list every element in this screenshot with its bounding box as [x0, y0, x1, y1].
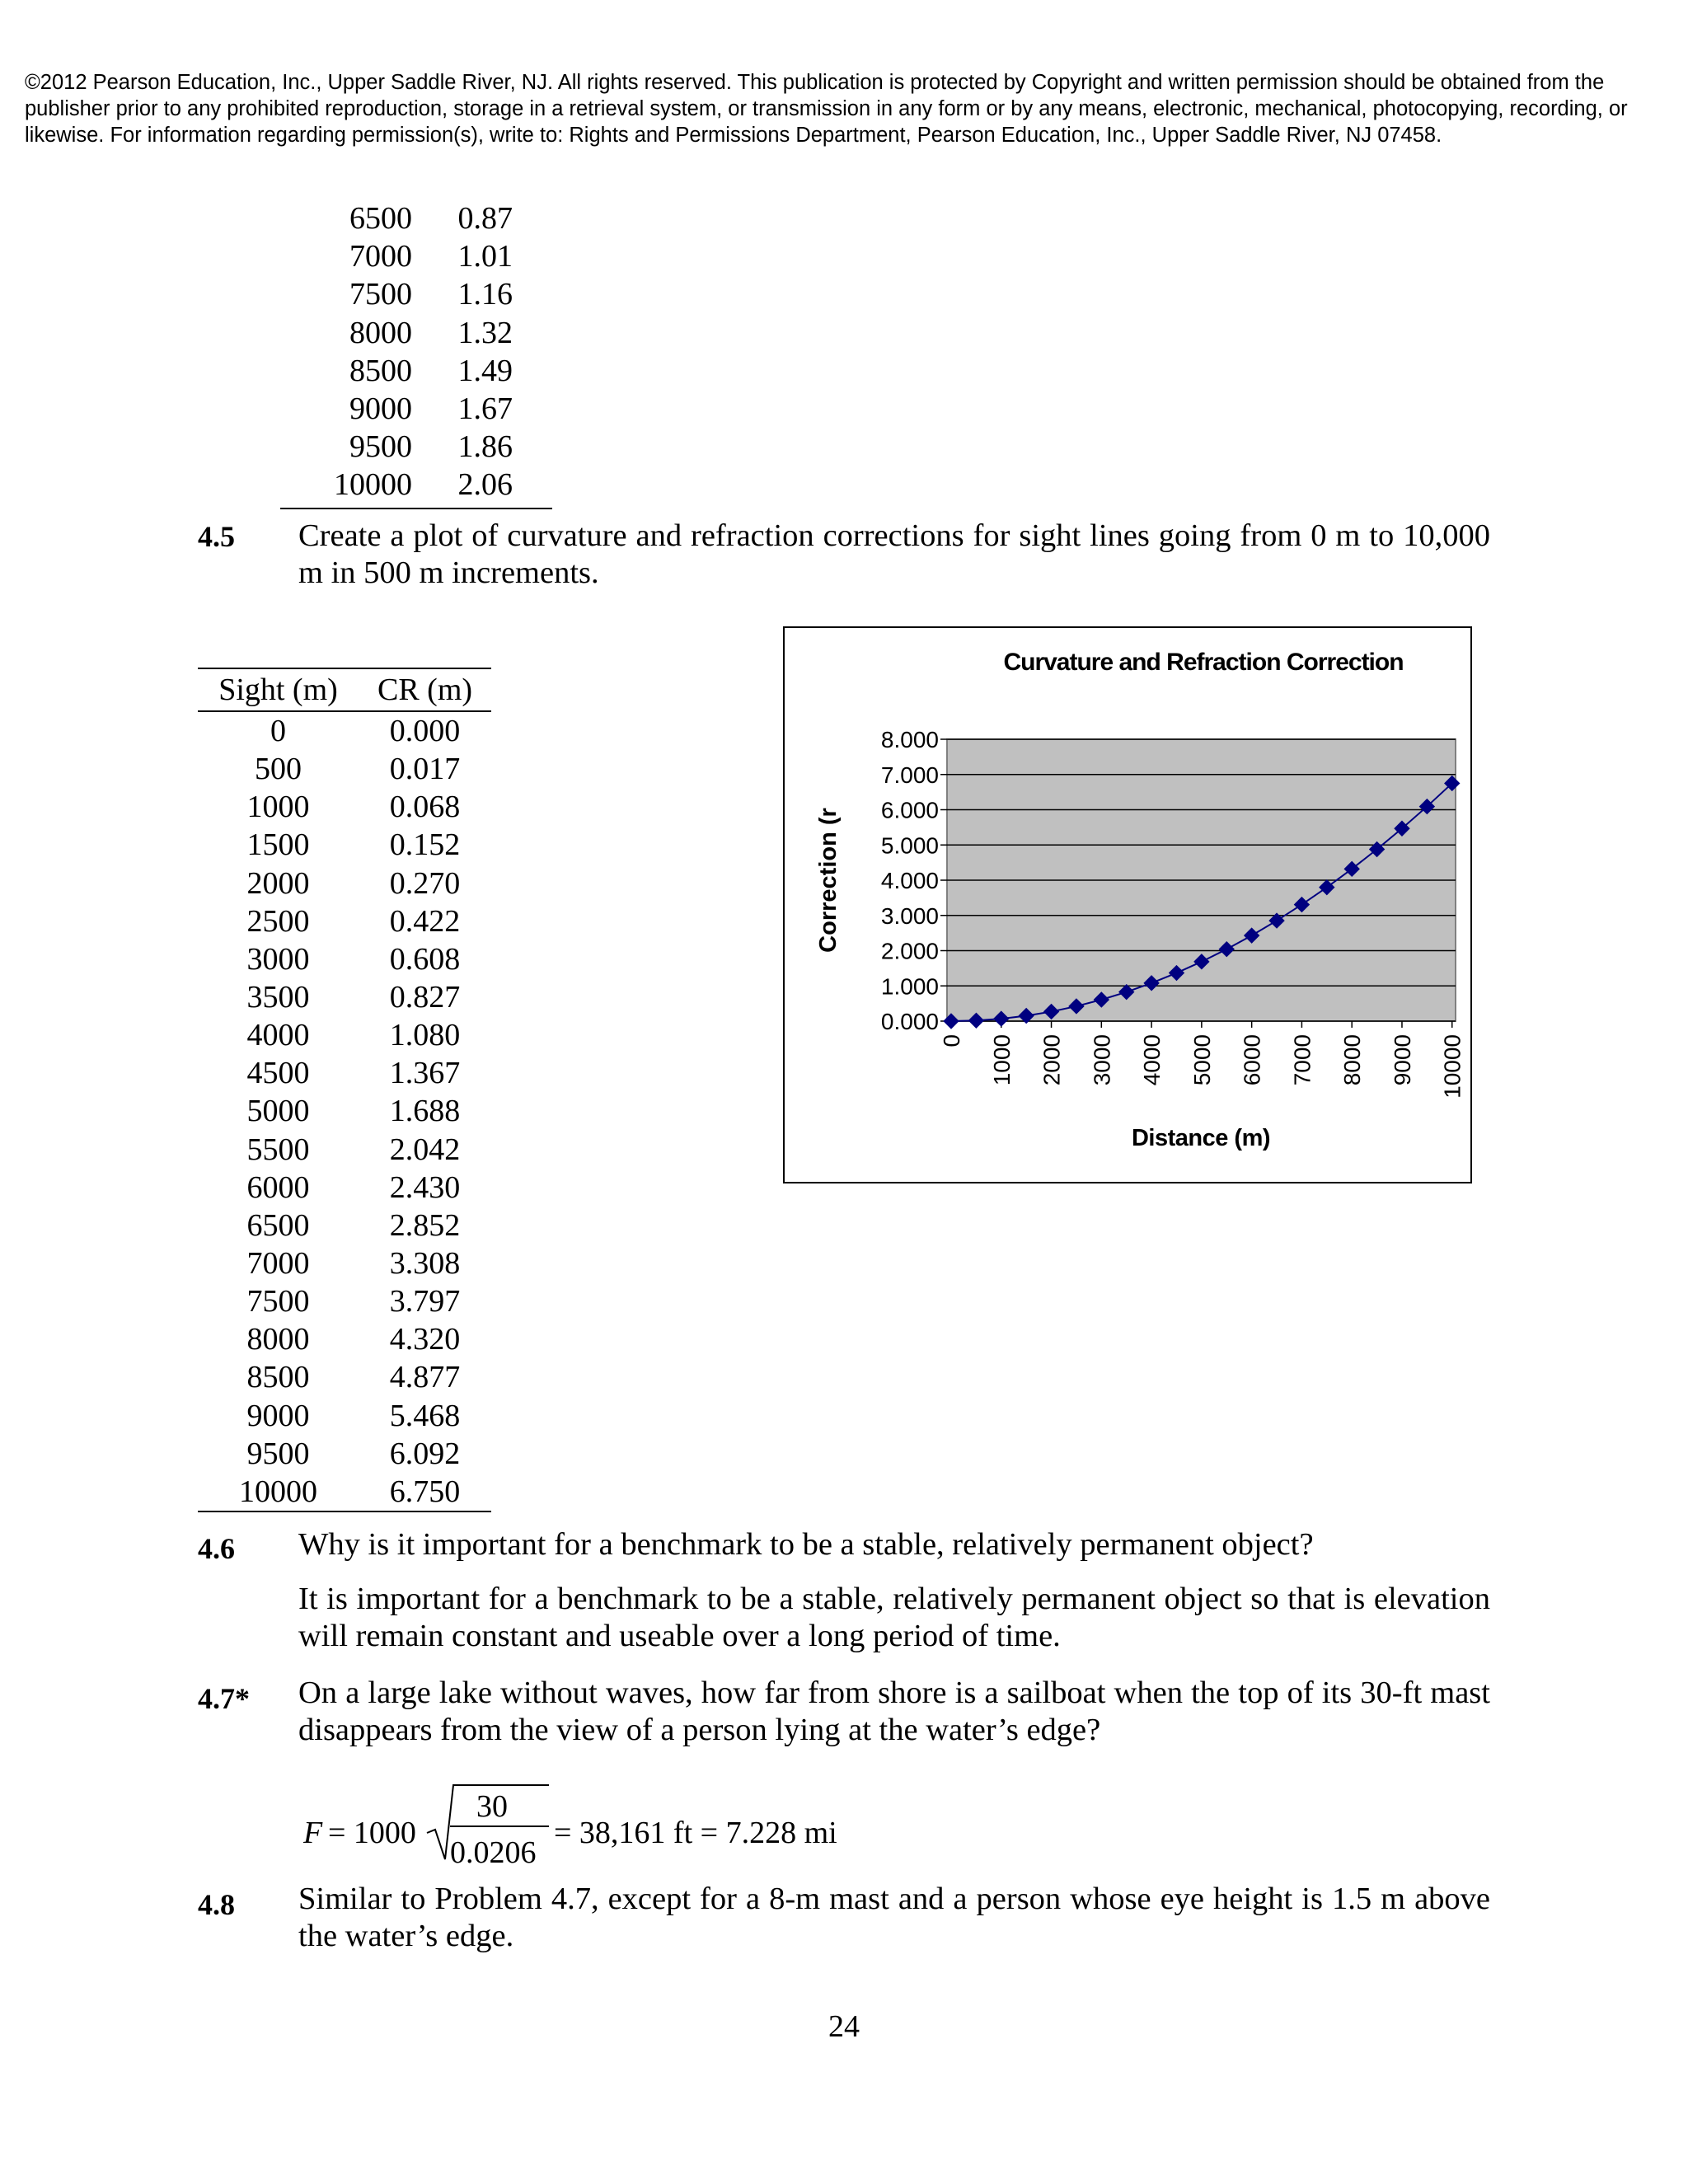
formula-rhs: = 38,161 ft = 7.228 mi: [554, 1816, 837, 1850]
x-tick-label: 2000: [1039, 1034, 1065, 1086]
chart-title: Curvature and Refraction Correction: [1003, 649, 1404, 676]
formula-coef: = 1000: [328, 1816, 416, 1850]
problem-4-5-number: 4.5: [198, 520, 235, 553]
x-tick-label: 8000: [1339, 1034, 1366, 1086]
cell-sight: 3000: [246, 941, 310, 977]
cell-distance: 10000: [334, 467, 412, 503]
cell-sight: 8000: [246, 1322, 310, 1357]
problem-4-6-answer: It is important for a benchmark to be a stable, relatively permanent object so that is elevation will remain constant and useable over a long period of time.: [298, 1582, 1490, 1653]
cell-correction: 1.49: [457, 353, 513, 388]
x-tick-label: 5000: [1189, 1034, 1215, 1086]
cell-sight: 0: [270, 714, 286, 748]
cell-distance: 6500: [349, 201, 412, 236]
cell-cr: 1.688: [389, 1094, 461, 1129]
cell-sight: 8500: [246, 1360, 310, 1395]
table-row: [280, 352, 552, 390]
table-row: [280, 275, 552, 313]
problem-4-7-number: 4.7*: [198, 1682, 250, 1715]
y-tick-label: 1.000: [880, 973, 939, 1000]
x-tick-label: 9000: [1389, 1034, 1415, 1086]
cell-cr: 5.468: [389, 1398, 461, 1433]
formula-denominator: 0.0206: [450, 1835, 537, 1870]
cell-distance: 7000: [349, 239, 412, 274]
cell-correction: 1.86: [457, 429, 513, 465]
curvature-refraction-table: [198, 668, 491, 1512]
x-tick-label: 1000: [988, 1034, 1015, 1086]
cell-cr: 1.367: [389, 1056, 461, 1091]
y-tick-label: 0.000: [880, 1009, 939, 1034]
y-tick-label: 8.000: [880, 727, 939, 752]
cell-distance: 9500: [349, 429, 412, 465]
copyright-notice: ©2012 Pearson Education, Inc., Upper Saddle River, NJ. All rights reserved. This publication is protected by Copyright and written permission should be obtained from the publisher prior to any prohibited reproduction, storage in a retrieval system, or transmission in any form or by any means, electronic, mechanical, photocopying, recording, or likewise. For information regarding permission(s), write to: Rights and Permissions Department, Pearson Education, Inc., Upper Saddle River, NJ 07458.: [25, 71, 1628, 147]
problem-4-6-text: Why is it important for a benchmark to be a stable, relatively permanent object?: [298, 1527, 1314, 1562]
y-tick-label: 4.000: [880, 868, 939, 893]
table-row: [198, 1054, 491, 1092]
x-tick-label: 4000: [1139, 1034, 1165, 1086]
problem-4-6-number: 4.6: [198, 1532, 235, 1565]
cell-cr: 0.270: [389, 865, 461, 901]
table-row: [198, 712, 491, 750]
formula-numerator: 30: [476, 1789, 508, 1824]
table-row: [280, 314, 552, 352]
x-axis-label: Distance (m): [1131, 1125, 1271, 1151]
table-row: [198, 902, 491, 940]
problem-4-5-text: Create a plot of curvature and refraction corrections for sight lines going from 0 m to 10,000 m in 500 m increments.: [298, 518, 1490, 590]
table-row: [198, 1435, 491, 1473]
y-tick-label: 6.000: [880, 797, 939, 823]
table-row: [198, 1016, 491, 1054]
y-tick-label: 5.000: [880, 832, 939, 859]
cell-cr: 0.068: [389, 790, 461, 825]
table-row: [280, 237, 552, 275]
table-row: [198, 750, 491, 788]
cell-sight: 1000: [246, 790, 310, 825]
problem-4-8-number: 4.8: [198, 1888, 235, 1921]
cell-distance: 9000: [349, 391, 412, 426]
formula-lhs: F: [303, 1816, 323, 1850]
cell-cr: 4.877: [389, 1360, 461, 1395]
cell-correction: 0.87: [457, 201, 513, 236]
table-row: [198, 826, 491, 864]
x-tick-label: 0: [939, 1034, 964, 1047]
problem-4-8-text: Similar to Problem 4.7, except for a 8-m mast and a person whose eye height is 1.5 m above the water’s edge.: [298, 1882, 1490, 1953]
continued-table: [280, 199, 552, 504]
cell-sight: 6000: [246, 1169, 310, 1205]
table-row: [198, 1207, 491, 1244]
x-tick-label: 6000: [1239, 1034, 1265, 1086]
cell-correction: 1.01: [457, 239, 513, 274]
cell-distance: 8000: [349, 315, 412, 350]
cell-cr: 2.852: [389, 1207, 461, 1243]
problem-4-7-text: On a large lake without waves, how far from shore is a sailboat when the top of its 30-ft mast disappears from the view of a person lying at the water’s edge?: [298, 1675, 1490, 1747]
page-number: 24: [828, 2009, 860, 2044]
cell-sight: 2500: [246, 903, 310, 939]
x-tick-label: 7000: [1289, 1034, 1315, 1086]
cell-correction: 2.06: [457, 467, 513, 503]
table-row: [198, 1131, 491, 1169]
cell-cr: 3.797: [389, 1284, 461, 1319]
cell-sight: 7500: [246, 1284, 310, 1319]
cell-sight: 4500: [246, 1056, 310, 1091]
cell-correction: 1.67: [457, 391, 513, 426]
y-axis-label: Correction (r: [815, 808, 842, 953]
x-tick-label: 10000: [1439, 1034, 1465, 1099]
cell-cr: 2.042: [389, 1132, 461, 1167]
y-tick-label: 2.000: [880, 938, 939, 964]
y-tick-label: 3.000: [880, 902, 939, 929]
cell-cr: 6.750: [389, 1474, 461, 1509]
formula-svg: [302, 1780, 928, 1879]
cell-sight: 9500: [246, 1436, 310, 1471]
table-row: [198, 1169, 491, 1207]
cell-sight: 5000: [246, 1094, 310, 1129]
cell-sight: 9000: [246, 1398, 310, 1433]
table-row: [198, 1473, 491, 1511]
cell-sight: 2000: [246, 865, 310, 901]
cell-sight: 3500: [246, 979, 310, 1015]
cell-distance: 8500: [349, 353, 412, 388]
cell-sight: 6500: [246, 1207, 310, 1243]
cell-sight: 7000: [246, 1245, 310, 1281]
column-header-cr: CR (m): [377, 673, 473, 707]
cell-cr: 0.152: [389, 827, 461, 863]
cell-cr: 0.422: [389, 903, 461, 939]
table-row: [198, 1358, 491, 1396]
cell-sight: 10000: [239, 1474, 317, 1509]
x-tick-label: 3000: [1089, 1034, 1115, 1086]
table-row: [198, 788, 491, 826]
cell-sight: 1500: [246, 827, 310, 863]
cell-cr: 3.308: [389, 1245, 461, 1281]
cell-cr: 0.608: [389, 941, 461, 977]
table-row: [198, 865, 491, 902]
cell-cr: 0.000: [389, 714, 461, 748]
cell-sight: 5500: [246, 1132, 310, 1167]
cell-cr: 6.092: [389, 1436, 461, 1471]
cell-correction: 1.32: [457, 315, 513, 350]
cell-cr: 0.017: [389, 752, 461, 787]
table-row: [198, 1092, 491, 1130]
table-row: [198, 1282, 491, 1320]
table-row: [198, 1244, 491, 1282]
y-tick-label: 7.000: [880, 762, 939, 788]
cell-correction: 1.16: [457, 277, 513, 312]
table-row: [280, 199, 552, 237]
table-row: [198, 940, 491, 978]
cell-cr: 2.430: [389, 1169, 461, 1205]
cell-distance: 7500: [349, 277, 412, 312]
cell-cr: 1.080: [389, 1018, 461, 1053]
table-row: [198, 1397, 491, 1435]
table-row: [280, 466, 552, 504]
table-row: [280, 428, 552, 466]
table-row: [198, 978, 491, 1016]
table-row: [280, 390, 552, 428]
cell-cr: 4.320: [389, 1322, 461, 1357]
cell-sight: 4000: [246, 1018, 310, 1053]
table-row: [198, 1320, 491, 1358]
cr-chart: [783, 626, 1472, 1183]
cell-sight: 500: [255, 752, 302, 787]
cell-cr: 0.827: [389, 979, 461, 1015]
column-header-sight: Sight (m): [218, 673, 338, 707]
cr-chart-svg: [785, 628, 1474, 1185]
